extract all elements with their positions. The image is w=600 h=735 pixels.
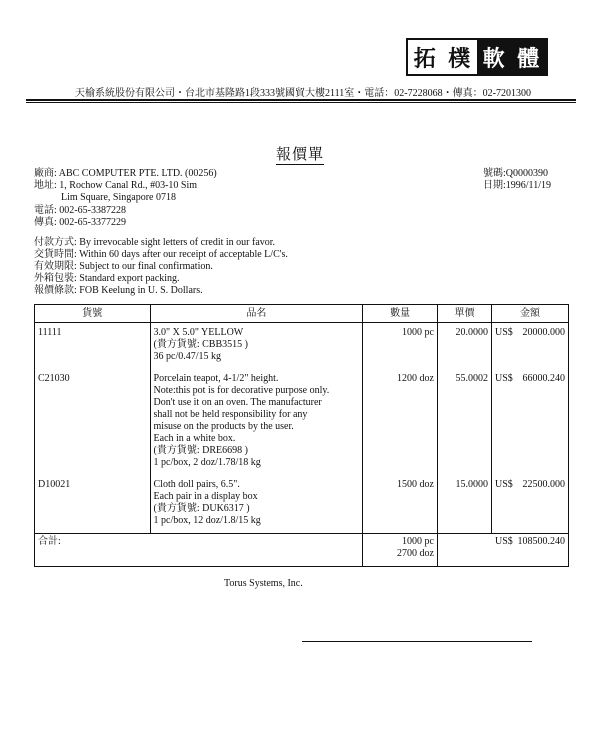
item-code: 11111 xyxy=(35,323,151,370)
item-description: Cloth doll pairs, 6.5". Each pair in a display box (貴方貨號: DUK6317 ) 1 pc/box, 12 doz/1.8/15 kg xyxy=(150,475,363,534)
total-amount: US$ 108500.240 xyxy=(438,534,569,567)
page-title: 報價單 xyxy=(275,147,324,163)
customer-name: 廠商: ABC COMPUTER PTE. LTD. (00256) xyxy=(34,168,217,179)
item-amount: US$ 66000.240 xyxy=(491,369,568,475)
item-amount: US$ 22500.000 xyxy=(491,475,568,534)
item-code: C21030 xyxy=(35,369,151,475)
logo-char-2: 樸 xyxy=(448,46,472,72)
term-packing: 外箱包裝: Standard export packing. xyxy=(34,273,180,284)
total-quantity: 1000 pc 2700 doz xyxy=(363,534,438,567)
company-logo xyxy=(406,38,548,76)
total-label: 合計: xyxy=(35,534,363,567)
item-unit-price: 55.0002 xyxy=(438,369,492,475)
item-unit-price: 20.0000 xyxy=(438,323,492,370)
item-code: D10021 xyxy=(35,475,151,534)
item-amount: US$ 20000.000 xyxy=(491,323,568,370)
table-header-row xyxy=(35,305,569,323)
customer-address: 地址: 1, Rochow Canal Rd., #03-10 Sim xyxy=(34,180,198,191)
table-row xyxy=(35,369,569,475)
term-delivery: 交貨時間: Within 60 days after our receipt of acceptable L/C's. xyxy=(34,249,288,260)
table-row xyxy=(35,475,569,534)
logo-char-4: 體 xyxy=(512,40,547,74)
logo-char-1: 拓 xyxy=(413,46,437,72)
quote-number: 號碼:Q0000390 xyxy=(483,168,549,179)
item-quantity: 1200 doz xyxy=(363,369,438,475)
header-quantity: 數量 xyxy=(363,305,438,323)
header-divider xyxy=(26,99,576,101)
header-amount: 金額 xyxy=(491,305,568,323)
term-payment: 付款方式: By irrevocable sight letters of credit in our favor. xyxy=(34,237,276,248)
item-description: 3.0" X 5.0" YELLOW (貴方貨號: CBB3515 ) 36 pc/0.47/15 kg xyxy=(150,323,363,370)
header-description: 品名 xyxy=(150,305,363,323)
quote-items-table xyxy=(34,304,569,567)
signature-line xyxy=(302,641,532,642)
quote-date: 日期:1996/11/19 xyxy=(483,180,551,191)
item-description: Porcelain teapot, 4-1/2" height. Note:this pot is for decorative purpose only. Don't use it on an oven. The manufacturer shall not be held responsibility for any misuse on the products by the user. Each in a white box. (貴方貨號: DRE6698 ) 1 pc/box, 2 doz/1.78/18 kg xyxy=(150,369,363,475)
table-total-row xyxy=(35,534,569,567)
customer-phone: 電話: 002-65-3387228 xyxy=(34,205,126,216)
customer-address-line2: Lim Square, Singapore 0718 xyxy=(61,192,176,203)
customer-fax: 傳真: 002-65-3377229 xyxy=(34,217,126,228)
term-pricing: 報價條款: FOB Keelung in U. S. Dollars. xyxy=(34,285,203,296)
table-row xyxy=(35,323,569,370)
header-divider-thin xyxy=(26,102,576,103)
item-quantity: 1500 doz xyxy=(363,475,438,534)
logo-char-3: 軟 xyxy=(477,40,512,74)
header-unit-price: 單價 xyxy=(438,305,492,323)
header-code: 貨號 xyxy=(35,305,151,323)
company-address-line: 天榆系統股份有限公司・台北市基隆路1段333號國貿大樓2111室・電話：02-7228068・傳真：02-7201300 xyxy=(75,88,531,99)
term-validity: 有效期限: Subject to our final confirmation. xyxy=(34,261,213,272)
item-quantity: 1000 pc xyxy=(363,323,438,370)
item-unit-price: 15.0000 xyxy=(438,475,492,534)
signature-company: Torus Systems, Inc. xyxy=(224,578,303,589)
